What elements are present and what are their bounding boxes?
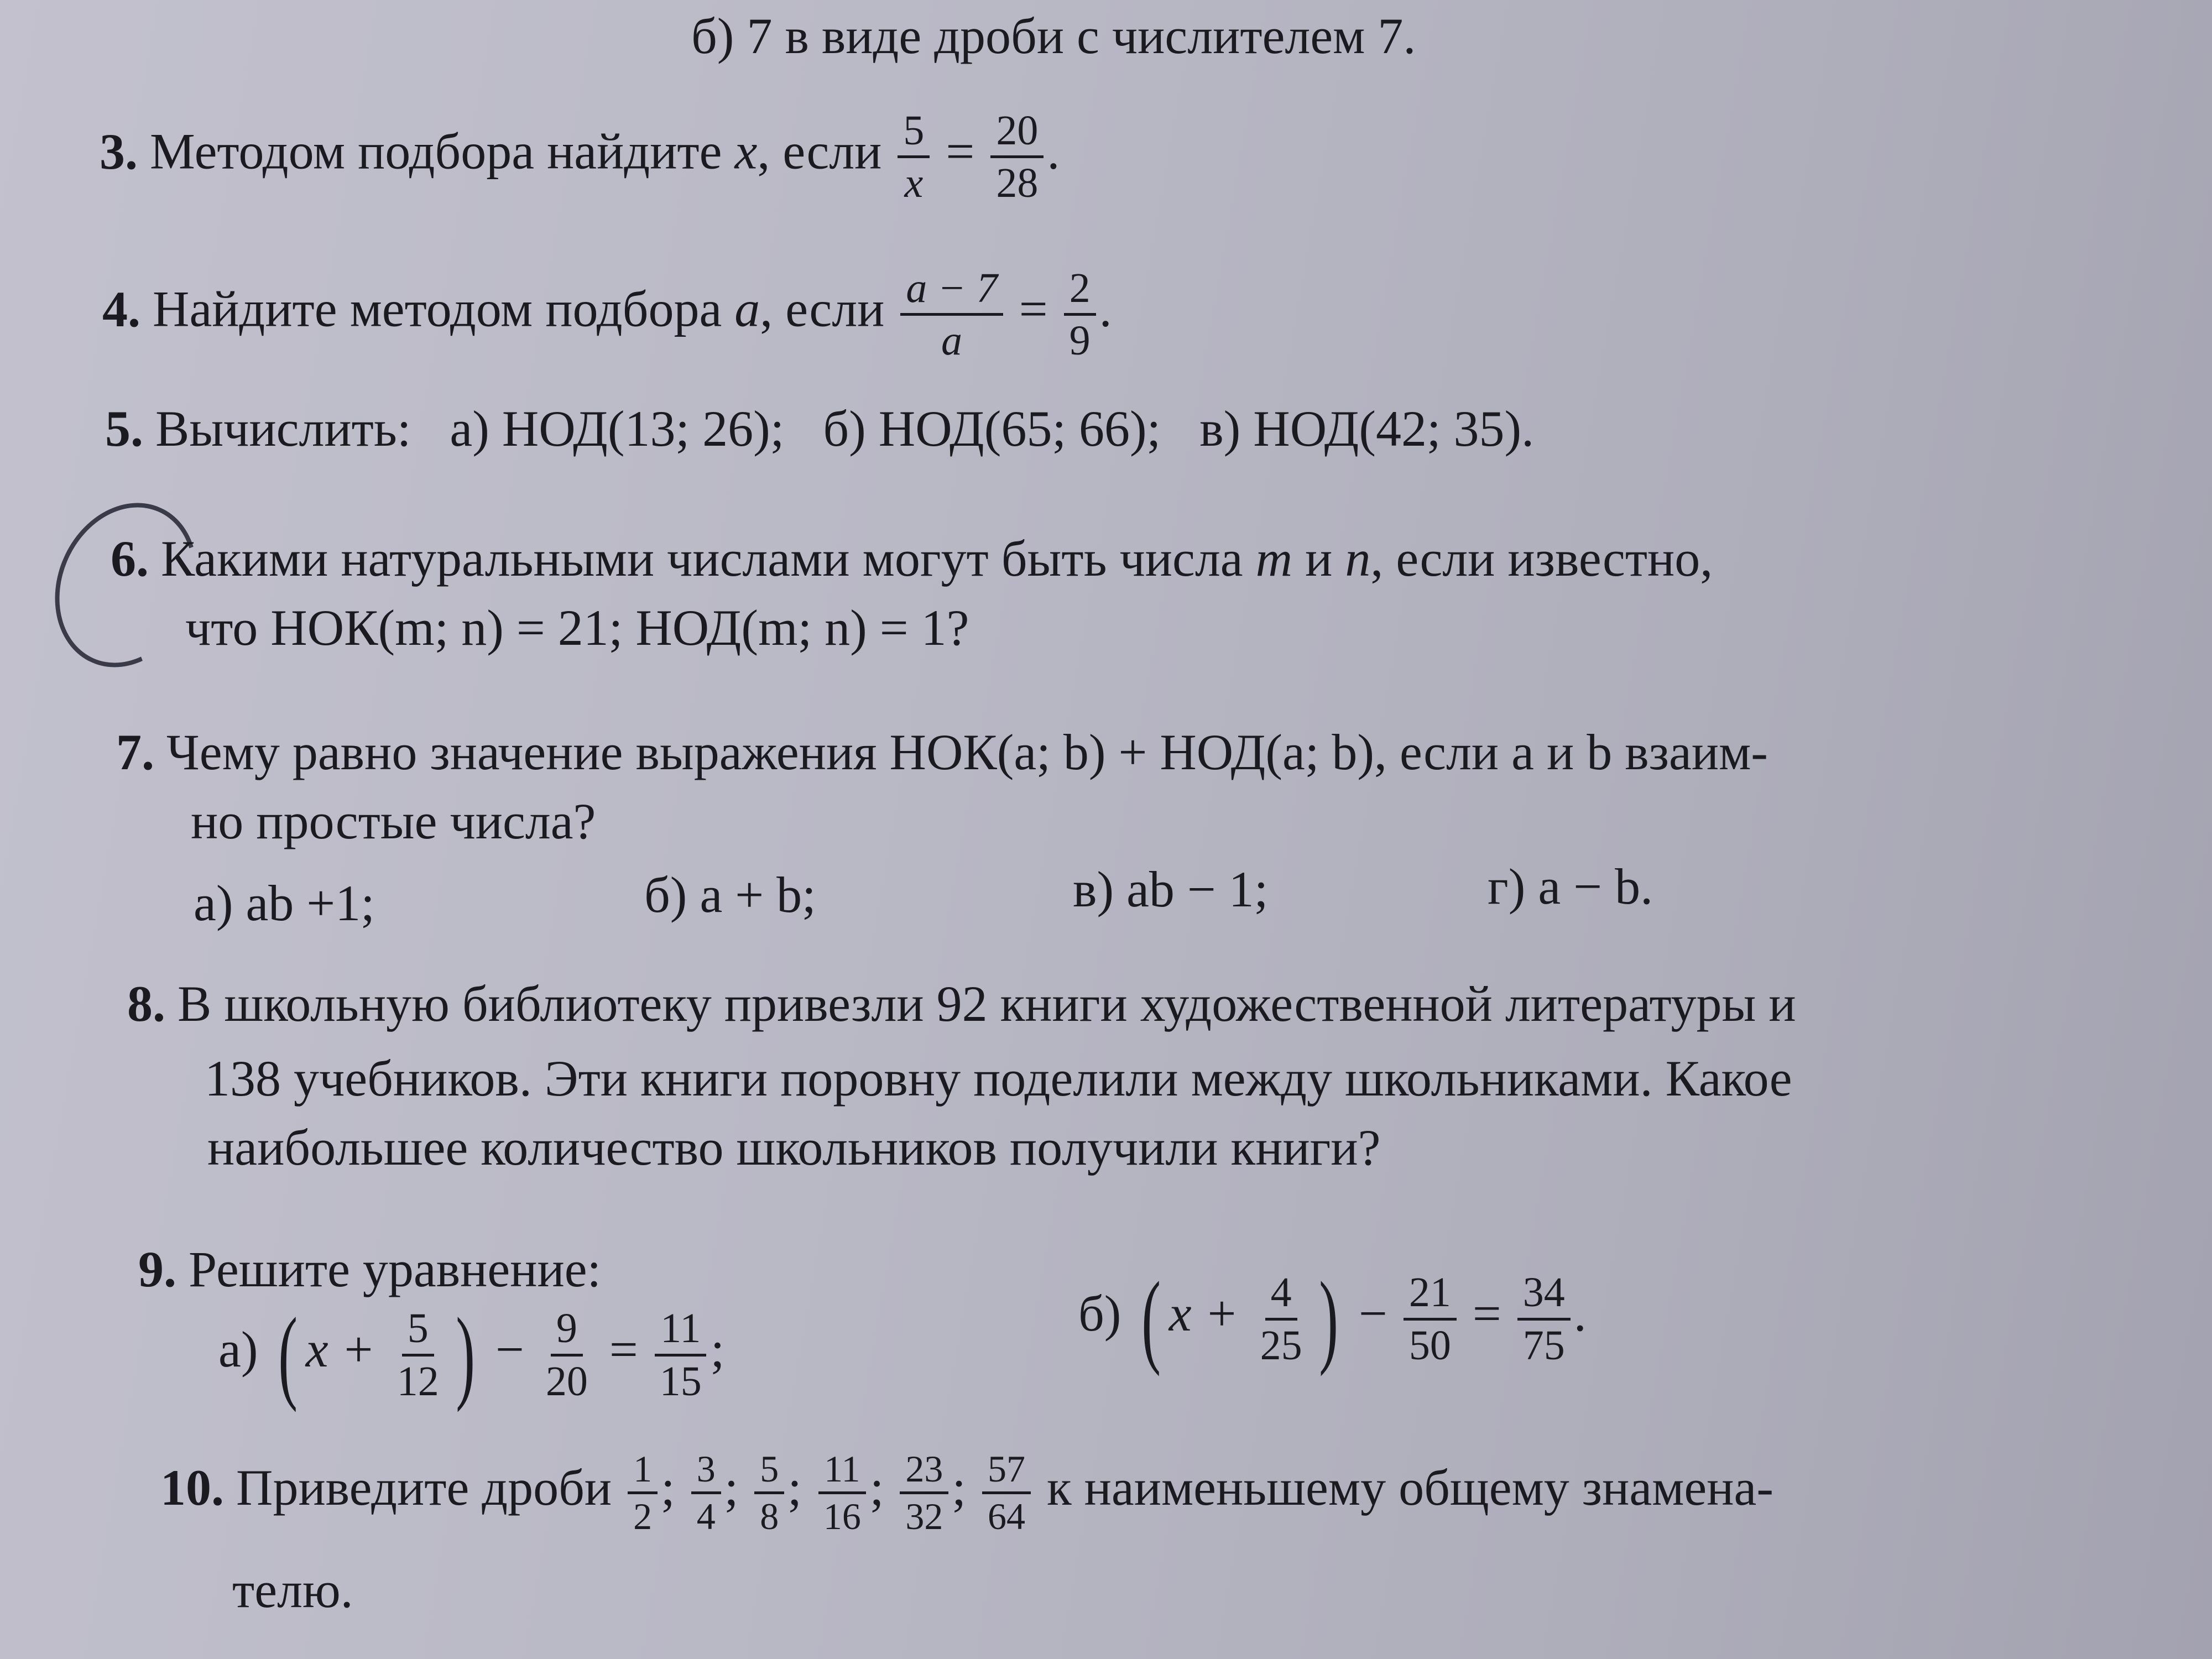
semicolon: ;: [710, 1321, 725, 1378]
equals-sign: =: [1019, 280, 1048, 337]
task-7-number: 7.: [116, 724, 154, 780]
task-10-text: Приведите дроби: [236, 1459, 612, 1516]
task-3-fraction-2: [990, 108, 1044, 206]
task-9-number: 9.: [138, 1241, 176, 1297]
numerator: a − 7: [900, 265, 1003, 316]
numerator: 1: [628, 1449, 658, 1494]
numerator: 23: [900, 1449, 948, 1494]
task-5-text: Вычислить:: [155, 400, 411, 457]
equation-a-label: а): [218, 1321, 258, 1378]
separator: ;: [787, 1459, 802, 1516]
task-7-option-a: а) ab +1;: [194, 875, 375, 931]
task-4-text: Найдите методом подбора: [153, 280, 735, 337]
task-4-var: a: [734, 280, 760, 337]
task-10-fraction-5: [900, 1449, 948, 1537]
task-3: [100, 108, 1060, 206]
equation-b-x: x +: [1168, 1285, 1239, 1342]
task-6-var-m: m: [1255, 530, 1293, 587]
equation-a-fraction-1: [392, 1306, 445, 1404]
task-10-number: 10.: [160, 1459, 224, 1516]
numerator: 2: [1064, 265, 1096, 316]
task-10-fraction-6: [982, 1449, 1031, 1537]
task-10-fraction-3: [754, 1449, 784, 1537]
task-7-line-2: но простые числа?: [191, 793, 596, 849]
task-6-var-n: n: [1345, 530, 1371, 587]
denominator: 32: [905, 1495, 943, 1538]
numerator: 5: [898, 108, 930, 158]
task-6-line-2: что НОК(m; n) = 21; НОД(m; n) = 1?: [185, 599, 969, 656]
task-8-number: 8.: [127, 975, 165, 1032]
denominator: 16: [823, 1495, 861, 1538]
minus-sign: −: [495, 1321, 524, 1378]
equation-b-label: б): [1078, 1285, 1121, 1342]
equals-sign: =: [1472, 1285, 1501, 1342]
task-9-text: Решите уравнение:: [189, 1241, 602, 1297]
task-5-option-a: а) НОД(13; 26);: [450, 400, 785, 457]
separator: ;: [869, 1459, 884, 1516]
task-7-option-d: г) a − b.: [1488, 858, 1653, 915]
denominator: 64: [987, 1495, 1025, 1538]
period: .: [1099, 280, 1112, 337]
numerator: 11: [655, 1306, 706, 1356]
denominator: 75: [1522, 1322, 1565, 1369]
task-9: [138, 1239, 601, 1300]
task-9-equation-b: [1078, 1261, 1587, 1377]
denominator: 2: [633, 1495, 653, 1538]
period: .: [1047, 123, 1060, 180]
task-4-fraction-2: [1064, 265, 1096, 363]
denominator: 15: [659, 1358, 702, 1405]
task-5-number: 5.: [105, 400, 143, 457]
numerator: 5: [402, 1306, 434, 1356]
equation-b-fraction-1: [1255, 1270, 1308, 1368]
task-6-and: и: [1292, 530, 1345, 587]
task-4: [102, 265, 1112, 363]
equation-a-fraction-2: [540, 1306, 593, 1404]
task-3-mid: , если: [757, 123, 895, 180]
task-8-line-3: наибольшее количество школьников получили книги?: [207, 1119, 1381, 1176]
numerator: 11: [818, 1449, 865, 1494]
equation-b-fraction-2: [1404, 1270, 1457, 1368]
right-paren: ): [455, 1297, 475, 1413]
task-7-option-c: в) ab − 1;: [1073, 861, 1269, 917]
denominator: 12: [397, 1358, 439, 1405]
task-6-text-end: , если известно,: [1370, 530, 1713, 587]
task-3-text: Методом подбора найдите: [150, 123, 735, 180]
right-paren: ): [1318, 1261, 1338, 1377]
left-paren: (: [278, 1297, 298, 1413]
task-5-option-b: б) НОД(65; 66);: [823, 400, 1161, 457]
denominator: 8: [760, 1495, 779, 1538]
task-7-text: Чему равно значение выражения НОК(a; b) + НОД(a; b), если a и b взаим-: [166, 724, 1768, 780]
task-8-line-1: [127, 973, 1796, 1034]
task-9-equation-a: [218, 1297, 725, 1413]
numerator: 20: [990, 108, 1044, 158]
task-4-number: 4.: [102, 280, 140, 337]
task-10-fraction-2: [691, 1449, 721, 1537]
task-6-number: 6.: [111, 530, 149, 587]
task-10-fraction-1: [628, 1449, 658, 1537]
task-3-fraction-1: [898, 108, 930, 206]
numerator: 4: [1265, 1270, 1297, 1320]
denominator: 20: [545, 1358, 588, 1405]
equals-sign: =: [609, 1321, 638, 1378]
separator: ;: [661, 1459, 675, 1516]
task-10-line-1: [160, 1449, 1773, 1537]
task-10-text-end: к наименьшему общему знамена-: [1046, 1459, 1773, 1516]
task-8-text: В школьную библиотеку привезли 92 книги художественной литературы и: [178, 975, 1796, 1032]
task-4-mid: , если: [760, 280, 898, 337]
denominator: 4: [696, 1495, 716, 1538]
numerator: 3: [691, 1449, 721, 1494]
denominator: 50: [1408, 1322, 1451, 1369]
denominator: a: [941, 317, 963, 364]
equation-a-fraction-3: [654, 1306, 707, 1404]
numerator: 5: [754, 1449, 784, 1494]
equation-a-x: x +: [305, 1321, 375, 1378]
denominator: x: [904, 160, 924, 207]
minus-sign: −: [1358, 1285, 1387, 1342]
numerator: 9: [551, 1306, 583, 1356]
task-3-var: x: [734, 123, 758, 180]
task-5: [105, 398, 1534, 459]
task-6-line-1: [111, 528, 1713, 589]
task-10-fraction-4: [818, 1449, 867, 1537]
denominator: 9: [1069, 317, 1091, 364]
task-4-fraction-1: [900, 265, 1003, 363]
denominator: 28: [996, 160, 1039, 207]
numerator: 57: [982, 1449, 1031, 1494]
task-3-number: 3.: [100, 123, 138, 180]
period: .: [1573, 1285, 1587, 1342]
previous-task-line: б) 7 в виде дроби с числителем 7.: [691, 8, 1416, 64]
task-7-line-1: [116, 722, 1768, 782]
separator: ;: [724, 1459, 739, 1516]
separator: ;: [952, 1459, 966, 1516]
left-paren: (: [1141, 1261, 1161, 1377]
task-5-option-c: в) НОД(42; 35).: [1199, 400, 1535, 457]
task-7-option-b: б) a + b;: [644, 867, 816, 923]
numerator: 34: [1517, 1270, 1571, 1320]
task-8-line-2: 138 учебников. Эти книги поровну поделили между школьниками. Какое: [205, 1050, 1792, 1107]
task-6-text: Какими натуральными числами могут быть числа: [161, 530, 1256, 587]
numerator: 21: [1404, 1270, 1457, 1320]
equation-b-fraction-3: [1517, 1270, 1571, 1368]
task-10-line-2: телю.: [232, 1562, 353, 1618]
equals-sign: =: [946, 123, 975, 180]
denominator: 25: [1260, 1322, 1302, 1369]
